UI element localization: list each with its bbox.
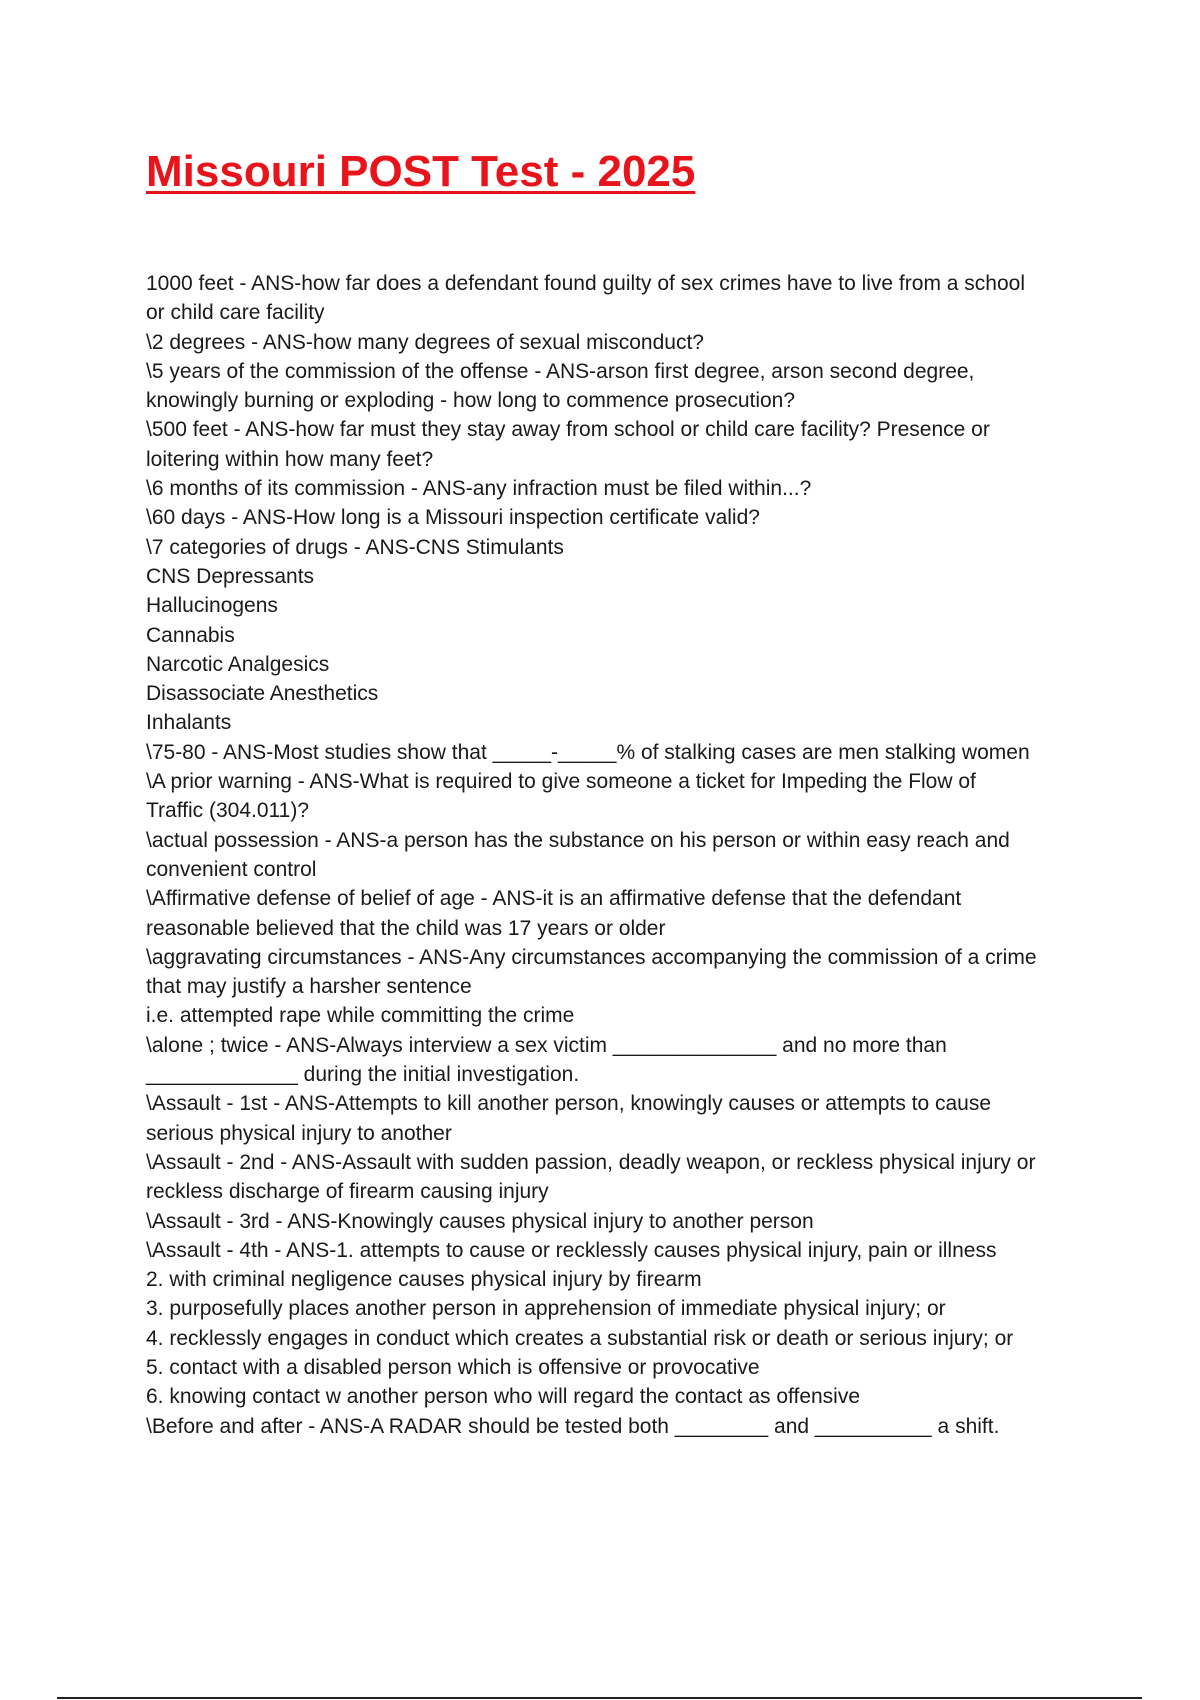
text-line: knowingly burning or exploding - how long to commence prosecution? (146, 389, 796, 413)
text-line: Hallucinogens (146, 594, 278, 618)
text-line: \Assault - 4th - ANS-1. attempts to cause or recklessly causes physical injury, pain or illness (146, 1238, 997, 1262)
text-line: \6 months of its commission - ANS-any infraction must be filed within...? (146, 477, 812, 501)
text-line: \Assault - 2nd - ANS-Assault with sudden passion, deadly weapon, or reckless physical injury or (146, 1150, 1036, 1174)
text-line: that may justify a harsher sentence (146, 975, 472, 999)
text-line: loitering within how many feet? (146, 447, 434, 471)
text-line: 4. recklessly engages in conduct which creates a substantial risk or death or serious injury; or (146, 1326, 1014, 1350)
text-line: CNS Depressants (146, 564, 315, 588)
document-body (146, 269, 1096, 1441)
text-line: \actual possession - ANS-a person has the substance on his person or within easy reach and (146, 828, 1010, 852)
text-line: Inhalants (146, 711, 232, 735)
text-line: Cannabis (146, 623, 235, 647)
text-line: 2. with criminal negligence causes physical injury by firearm (146, 1268, 702, 1292)
text-line: \7 categories of drugs - ANS-CNS Stimulants (146, 535, 564, 559)
text-line: Disassociate Anesthetics (146, 682, 379, 706)
text-line: or child care facility (146, 301, 325, 325)
text-line: \500 feet - ANS-how far must they stay away from school or child care facility? Presence or (146, 418, 990, 442)
text-line: 6. knowing contact w another person who will regard the contact as offensive (146, 1385, 861, 1409)
text-line: \aggravating circumstances - ANS-Any circumstances accompanying the commission of a crime (146, 945, 1037, 969)
document-title: Missouri POST Test - 2025 (146, 147, 696, 196)
text-line: \75-80 - ANS-Most studies show that _____-_____% of stalking cases are men stalking women (146, 740, 1030, 764)
text-line: \2 degrees - ANS-how many degrees of sexual misconduct? (146, 330, 704, 354)
text-line: \60 days - ANS-How long is a Missouri inspection certificate valid? (146, 506, 760, 530)
text-line: \5 years of the commission of the offense - ANS-arson first degree, arson second degree, (146, 359, 975, 383)
text-line: serious physical injury to another (146, 1121, 452, 1145)
text-line: convenient control (146, 857, 317, 881)
text-line: \A prior warning - ANS-What is required to give someone a ticket for Impeding the Flow of (146, 770, 976, 794)
text-line: \alone ; twice - ANS-Always interview a sex victim ______________ and no more than (146, 1033, 947, 1057)
text-line: \Assault - 3rd - ANS-Knowingly causes physical injury to another person (146, 1209, 814, 1233)
text-line: 3. purposefully places another person in apprehension of immediate physical injury; or (146, 1297, 946, 1321)
text-line: i.e. attempted rape while committing the crime (146, 1004, 575, 1028)
text-line: 1000 feet - ANS-how far does a defendant found guilty of sex crimes have to live from a school (146, 272, 1025, 295)
text-line: \Affirmative defense of belief of age - ANS-it is an affirmative defense that the defendant (146, 887, 962, 911)
text-line: reasonable believed that the child was 17 years or older (146, 916, 666, 940)
text-line: Traffic (304.011)? (146, 799, 310, 823)
text-line: \Assault - 1st - ANS-Attempts to kill another person, knowingly causes or attempts to cause (146, 1092, 992, 1116)
text-line: 5. contact with a disabled person which is offensive or provocative (146, 1355, 760, 1379)
text-line: \Before and after - ANS-A RADAR should be tested both ________ and __________ a shift. (146, 1414, 1000, 1438)
text-line: reckless discharge of firearm causing injury (146, 1180, 549, 1204)
text-line: Narcotic Analgesics (146, 652, 330, 676)
text-line: _____________ during the initial investigation. (146, 1063, 580, 1087)
footer-divider (57, 1697, 1142, 1699)
